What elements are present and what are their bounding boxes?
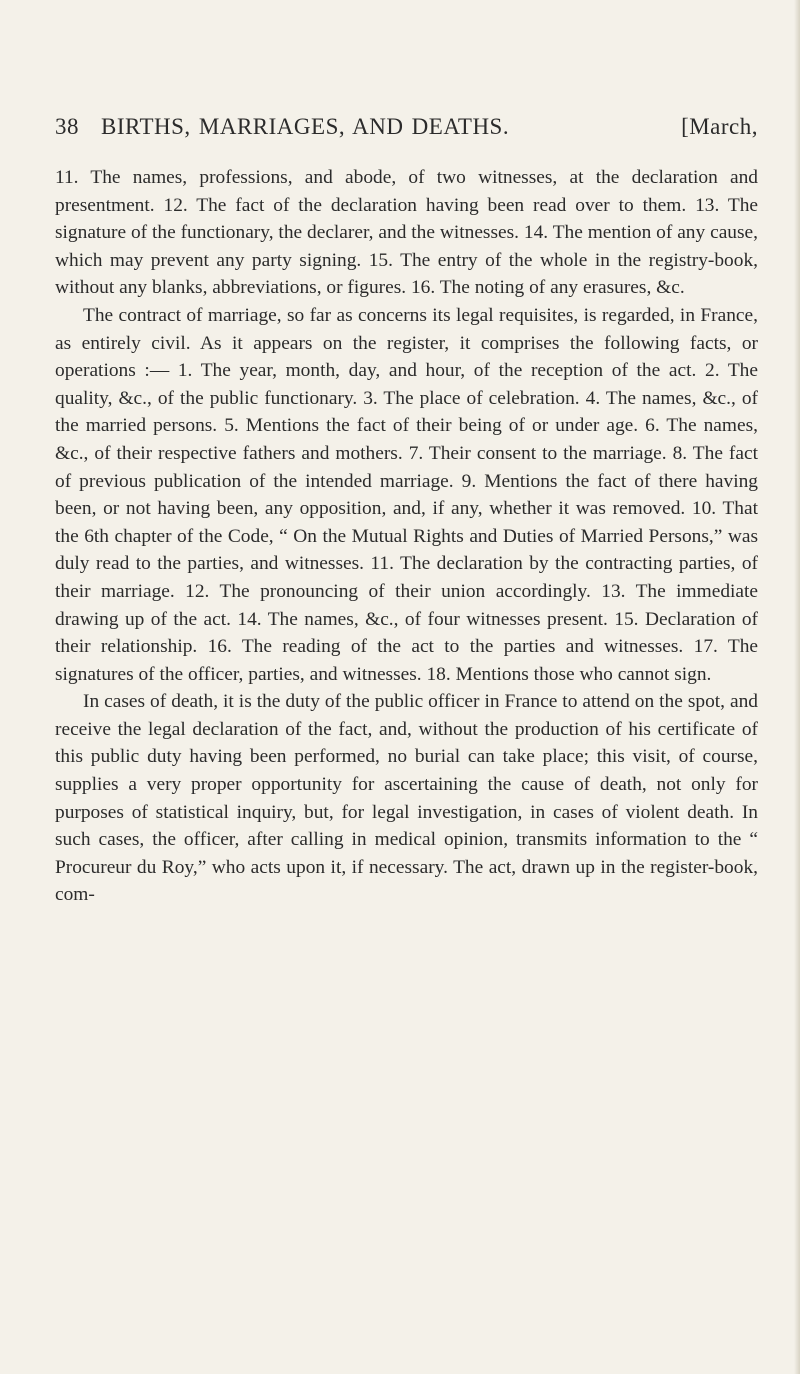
body-text — [55, 164, 758, 909]
paragraph-registration-items: 11. The names, professions, and abode, of two witnesses, at the declaration and presentment. 12. The fact of the declaration having been read over to them. 13. The signature of the functionary, the declarer, and the witnesses. 14. The mention of any cause, which may prevent any party signing. 15. The entry of the whole in the registry-book, without any blanks, abbreviations, or figures. 16. The noting of any erasures, &c. — [55, 167, 758, 299]
running-head — [55, 114, 758, 154]
running-title: BIRTHS, MARRIAGES, AND DEATHS. — [101, 114, 510, 139]
page-edge — [794, 0, 800, 1374]
book-page — [55, 114, 758, 909]
paragraph-death-cases: In cases of death, it is the duty of the public officer in France to attend on the spot, and receive the legal declaration of the fact, and, without the production of his certificate of this public duty having been performed, no burial can take place; this visit, of course, supplies a very proper opportunity for ascertaining the cause of death, not only for purposes of statistical inquiry, but, for legal investigation, in cases of violent death. In such cases, the officer, after calling in medical opinion, transmits information to the “ Procureur du Roy,” who acts upon it, if necessary. The act, drawn up in the register-book, com- — [55, 691, 758, 906]
paragraph-marriage-contract: The contract of marriage, so far as concerns its legal requisites, is regarded, in France, as entirely civil. As it appears on the register, it comprises the following facts, or operations :— 1. The year, month, day, and hour, of the reception of the act. 2. The quality, &c., of the public functionary. 3. The place of celebration. 4. The names, &c., of the married persons. 5. Mentions the fact of their being of or under age. 6. The names, &c., of their respective fathers and mothers. 7. Their consent to the marriage. 8. The fact of previous publication of the intended marriage. 9. Mentions the fact of there having been, or not having been, any opposition, and, if any, whether it was removed. 10. That the 6th chapter of the Code, “ On the Mutual Rights and Duties of Married Persons,” was duly read to the parties, and witnesses. 11. The declaration by the contracting parties, of their marriage. 12. The pronouncing of their union accordingly. 13. The immediate drawing up of the act. 14. The names, &c., of four witnesses present. 15. Declaration of their relationship. 16. The reading of the act to the parties and witnesses. 17. The signatures of the officer, parties, and witnesses. 18. Mentions those who cannot sign. — [55, 304, 758, 685]
running-section: [March, — [681, 114, 758, 139]
page-number: 38 — [55, 114, 79, 139]
